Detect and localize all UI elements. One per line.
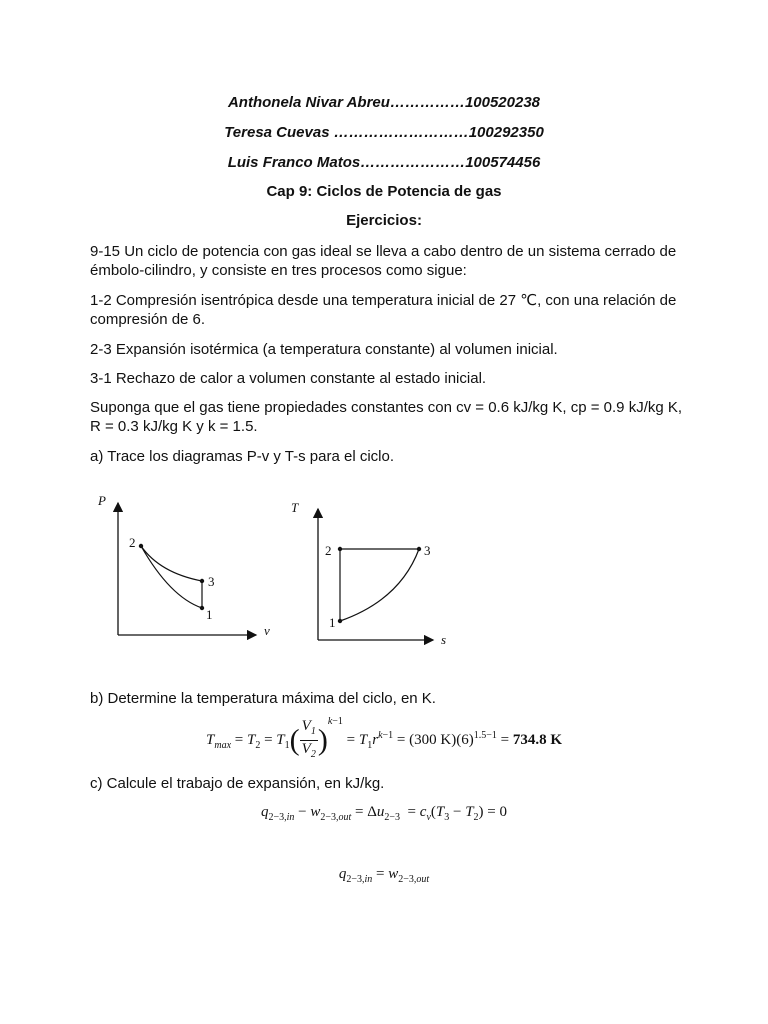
pv-point-1 [200,606,204,610]
ts-point-2 [338,547,342,551]
max-temperature-result: 734.8 K [512,731,562,748]
pv-isentrope-curve [141,546,202,608]
equation-energy-balance: $q_{2-3,in} - w_{2-3,out} = \Delta u_{2-3} = c_v(T_3 - T_2) = 0$ [260,804,508,823]
ts-point-3 [417,547,421,551]
author-line-1: Anthonela Nivar Abreu……………100520238 [227,94,541,111]
section-title: Ejercicios: [346,212,422,229]
pv-isotherm-curve [141,546,202,581]
author-line-2: Teresa Cuevas ………………………100292350 [224,124,544,141]
ts-point-1 [338,619,342,623]
assumptions: Suponga que el gas tiene propiedades constantes con cv = 0.6 kJ/kg K, cp = 0.9 kJ/kg K, R = 0.3 kJ/kg K y k = 1.5. [90,399,683,435]
part-b-question: b) Determine la temperatura máxima del ciclo, en K. [90,690,436,707]
pv-diagram [90,485,290,655]
part-a-question: a) Trace los diagramas P-v y T-s para el ciclo. [90,448,394,465]
author-line-3: Luis Franco Matos…………………100574456 [227,154,541,171]
process-3-1: 3-1 Rechazo de calor a volumen constante al estado inicial. [90,370,487,387]
pv-label-3: 3 [208,574,215,589]
pv-point-3 [200,579,204,583]
ts-label-1: 1 [329,615,336,630]
equation-max-temperature: $T_{max} = T_2 = T_1$( $\frac{V_1}{V_2}$ )$^{k-1} = T_1r^{k-1} = (300$ $K)(6)^{1.5-1} = 734.8$ K [206,715,562,760]
ts-label-2: 2 [325,543,332,558]
equation-heat-equals-work: $q_{2-3,in} = w_{2-3,out}$ [338,866,430,885]
pv-y-label: P [98,493,106,508]
pv-label-1: 1 [206,607,213,622]
ts-constant-volume-curve [340,549,419,621]
problem-statement: 9-15 Un ciclo de potencia con gas ideal se lleva a cabo dentro de un sistema cerrado de émbolo-cilindro, y consiste en tres procesos como sigue: [90,243,677,279]
pv-point-2 [139,544,143,548]
pv-x-label: v [264,623,270,638]
process-1-2: 1-2 Compresión isentrópica desde una temperatura inicial de 27 ℃, con una relación de compresión de 6. [90,292,677,328]
process-2-3: 2-3 Expansión isotérmica (a temperatura constante) al volumen inicial. [90,341,558,358]
ts-diagram [285,495,465,655]
chapter-title: Cap 9: Ciclos de Potencia de gas [266,183,502,200]
ts-label-3: 3 [424,543,431,558]
pv-label-2: 2 [129,535,136,550]
ts-x-label: s [441,632,447,647]
part-c-question: c) Calcule el trabajo de expansión, en kJ/kg. [90,775,385,792]
ts-y-label: T [291,500,299,515]
